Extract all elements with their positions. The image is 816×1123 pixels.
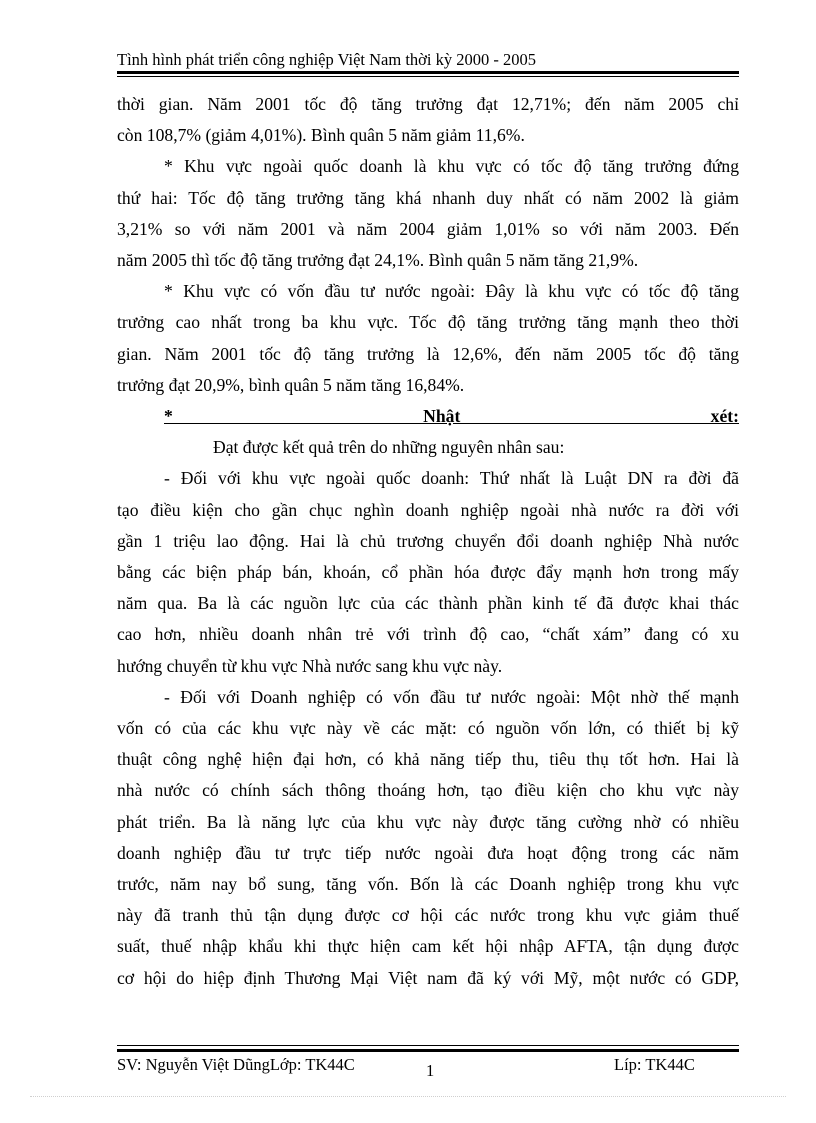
- footer-student: SV: Nguyễn Việt DũngLớp: TK44C: [117, 1055, 355, 1074]
- line: 3,21% so với năm 2001 và năm 2004 giảm 1,01% so với năm 2003. Đến: [117, 218, 739, 239]
- line: hướng chuyển từ khu vực Nhà nước sang khu vực này.: [117, 655, 503, 676]
- line: trưởng đạt 20,9%, bình quân 5 năm tăng 16,84%.: [117, 374, 465, 395]
- line: suất, thuế nhập khẩu khi thực hiện cam kết hội nhập AFTA, tận dụng được: [117, 936, 739, 957]
- line: phát triển. Ba là năng lực của khu vực này được tăng cường nhờ có nhiều: [117, 811, 739, 832]
- page-bottom-divider: [30, 1096, 786, 1097]
- line: gần 1 triệu lao động. Hai là chủ trương chuyển đổi doanh nghiệp Nhà nước: [117, 530, 739, 551]
- line: cao hơn, nhiều doanh nhân trẻ với trình độ cao, “chất xám” đang có xu: [117, 624, 739, 645]
- line: trước, năm nay bổ sung, tăng vốn. Bốn là các Doanh nghiệp trong khu vực: [117, 874, 739, 895]
- line: năm qua. Ba là các nguồn lực của các thành phần kinh tế đã được khai thác: [117, 593, 739, 614]
- line: thời gian. Năm 2001 tốc độ tăng trưởng đạt 12,71%; đến năm 2005 chỉ: [117, 94, 739, 114]
- line: thuật công nghệ hiện đại hơn, có khả năng tiếp thu, tiêu thụ tốt hơn. Hai là: [117, 749, 739, 770]
- header-title: Tình hình phát triển công nghiệp Việt Nam thời kỳ 2000 - 2005: [117, 50, 536, 69]
- line: còn 108,7% (giảm 4,01%). Bình quân 5 năm giảm 11,6%.: [117, 125, 525, 146]
- footer-rule-thin: [117, 1045, 739, 1046]
- line: này đã tranh thủ tận dụng được cơ hội các nước trong khu vực giảm thuế: [117, 905, 739, 926]
- line: bằng các biện pháp bán, khoán, cổ phần hóa được đẩy mạnh hơn trong mấy: [117, 562, 739, 583]
- line: * Khu vực ngoài quốc doanh là khu vực có tốc độ tăng trưởng đứng: [164, 156, 739, 177]
- line: nhà nước có chính sách thông thoáng hơn, tạo điều kiện cho khu vực này: [117, 780, 739, 801]
- line: * Khu vực có vốn đầu tư nước ngoài: Đây là khu vực có tốc độ tăng: [164, 281, 739, 302]
- note-heading: * Nhật xét:: [164, 406, 739, 427]
- footer-rule-thick: [117, 1049, 739, 1052]
- line: - Đối với Doanh nghiệp có vốn đầu tư nước ngoài: Một nhờ thế mạnh: [164, 686, 739, 707]
- line: thứ hai: Tốc độ tăng trưởng tăng khá nhanh duy nhất có năm 2002 là giảm: [117, 187, 739, 208]
- note-intro: Đạt được kết quả trên do những nguyên nhân sau:: [213, 437, 565, 458]
- line: trưởng cao nhất trong ba khu vực. Tốc độ tăng trưởng tăng mạnh theo thời: [117, 312, 739, 333]
- line: năm 2005 thì tốc độ tăng trưởng đạt 24,1%. Bình quân 5 năm tăng 21,9%.: [117, 250, 639, 271]
- footer-class: Líp: TK44C: [614, 1055, 695, 1074]
- line: cơ hội do hiệp định Thương Mại Việt nam đã ký với Mỹ, một nước có GDP,: [117, 967, 739, 988]
- body-text: [117, 89, 739, 994]
- line: gian. Năm 2001 tốc độ tăng trưởng là 12,6%, đến năm 2005 tốc độ tăng: [117, 343, 739, 364]
- page-number: 1: [426, 1061, 435, 1080]
- line: tạo điều kiện cho gần chục nghìn doanh nghiệp ngoài nhà nước ra đời với: [117, 499, 739, 520]
- header-rule-thick: [117, 71, 739, 74]
- line: vốn có của các khu vực này về các mặt: có nguồn vốn lớn, có thiết bị kỹ: [117, 718, 739, 739]
- line: - Đối với khu vực ngoài quốc doanh: Thứ nhất là Luật DN ra đời đã: [164, 468, 739, 489]
- line: doanh nghiệp đầu tư trực tiếp nước ngoài đưa hoạt động trong các năm: [117, 842, 739, 863]
- header-rule-thin: [117, 76, 739, 77]
